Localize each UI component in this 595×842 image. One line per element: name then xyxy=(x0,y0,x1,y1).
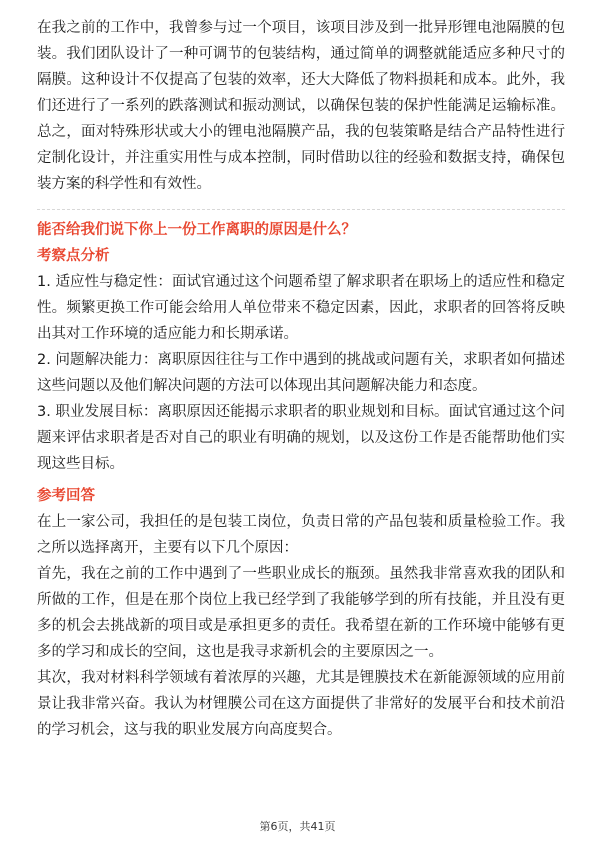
page-number: 第6页，共41页 xyxy=(259,820,336,833)
answer-paragraph: 在上一家公司，我担任的是包装工岗位，负责日常的产品包装和质量检验工作。我之所以选择离开，主要有以下几个原因： xyxy=(37,514,565,556)
question-heading: 能否给我们说下你上一份工作离职的原因是什么？ xyxy=(37,222,356,238)
section-divider xyxy=(37,209,565,211)
analysis-item: 2. 问题解决能力：离职原因往往与工作中遇到的挑战或问题有关，求职者如何描述这些问题以及他们解决问题的方法可以体现出其问题解决能力和态度。 xyxy=(37,352,565,394)
document-page xyxy=(37,15,565,743)
answer-paragraph: 首先，我在之前的工作中遇到了一些职业成长的瓶颈。虽然我非常喜欢我的团队和所做的工作，但是在那个岗位上我已经学到了我能够学到的所有技能，并且没有更多的机会去挑战新的项目或是承担更多的责任。我希望在新的工作环境中能够有更多的学习和成长的空间，这也是我寻求新机会的主要原因之一。 xyxy=(37,566,565,660)
analysis-item: 1. 适应性与稳定性：面试官通过这个问题希望了解求职者在职场上的适应性和稳定性。频繁更换工作可能会给用人单位带来不稳定因素，因此，求职者的回答将反映出其对工作环境的适应能力和长期承诺。 xyxy=(37,274,565,342)
analysis-title: 考察点分析 xyxy=(37,248,110,264)
analysis-item: 3. 职业发展目标：离职原因还能揭示求职者的职业规划和目标。面试官通过这个问题来评估求职者是否对自己的职业有明确的规划，以及这份工作是否能帮助他们实现这些目标。 xyxy=(37,404,565,472)
answer-title: 参考回答 xyxy=(37,488,95,504)
answer-paragraph: 其次，我对材料科学领域有着浓厚的兴趣，尤其是锂膜技术在新能源领域的应用前景让我非常兴奋。我认为材锂膜公司在这方面提供了非常好的发展平台和技术前沿的学习机会，这与我的职业发展方向高度契合。 xyxy=(37,670,565,738)
intro-paragraph: 在我之前的工作中，我曾参与过一个项目，该项目涉及到一批异形锂电池隔膜的包装。我们团队设计了一种可调节的包装结构，通过简单的调整就能适应多种尺寸的隔膜。这种设计不仅提高了包装的效率，还大大降低了物料损耗和成本。此外，我们还进行了一系列的跌落测试和振动测试，以确保包装的保护性能满足运输标准。总之，面对特殊形状或大小的锂电池隔膜产品，我的包装策略是结合产品特性进行定制化设计，并注重实用性与成本控制，同时借助以往的经验和数据支持，确保包装方案的科学性和有效性。 xyxy=(37,20,565,192)
